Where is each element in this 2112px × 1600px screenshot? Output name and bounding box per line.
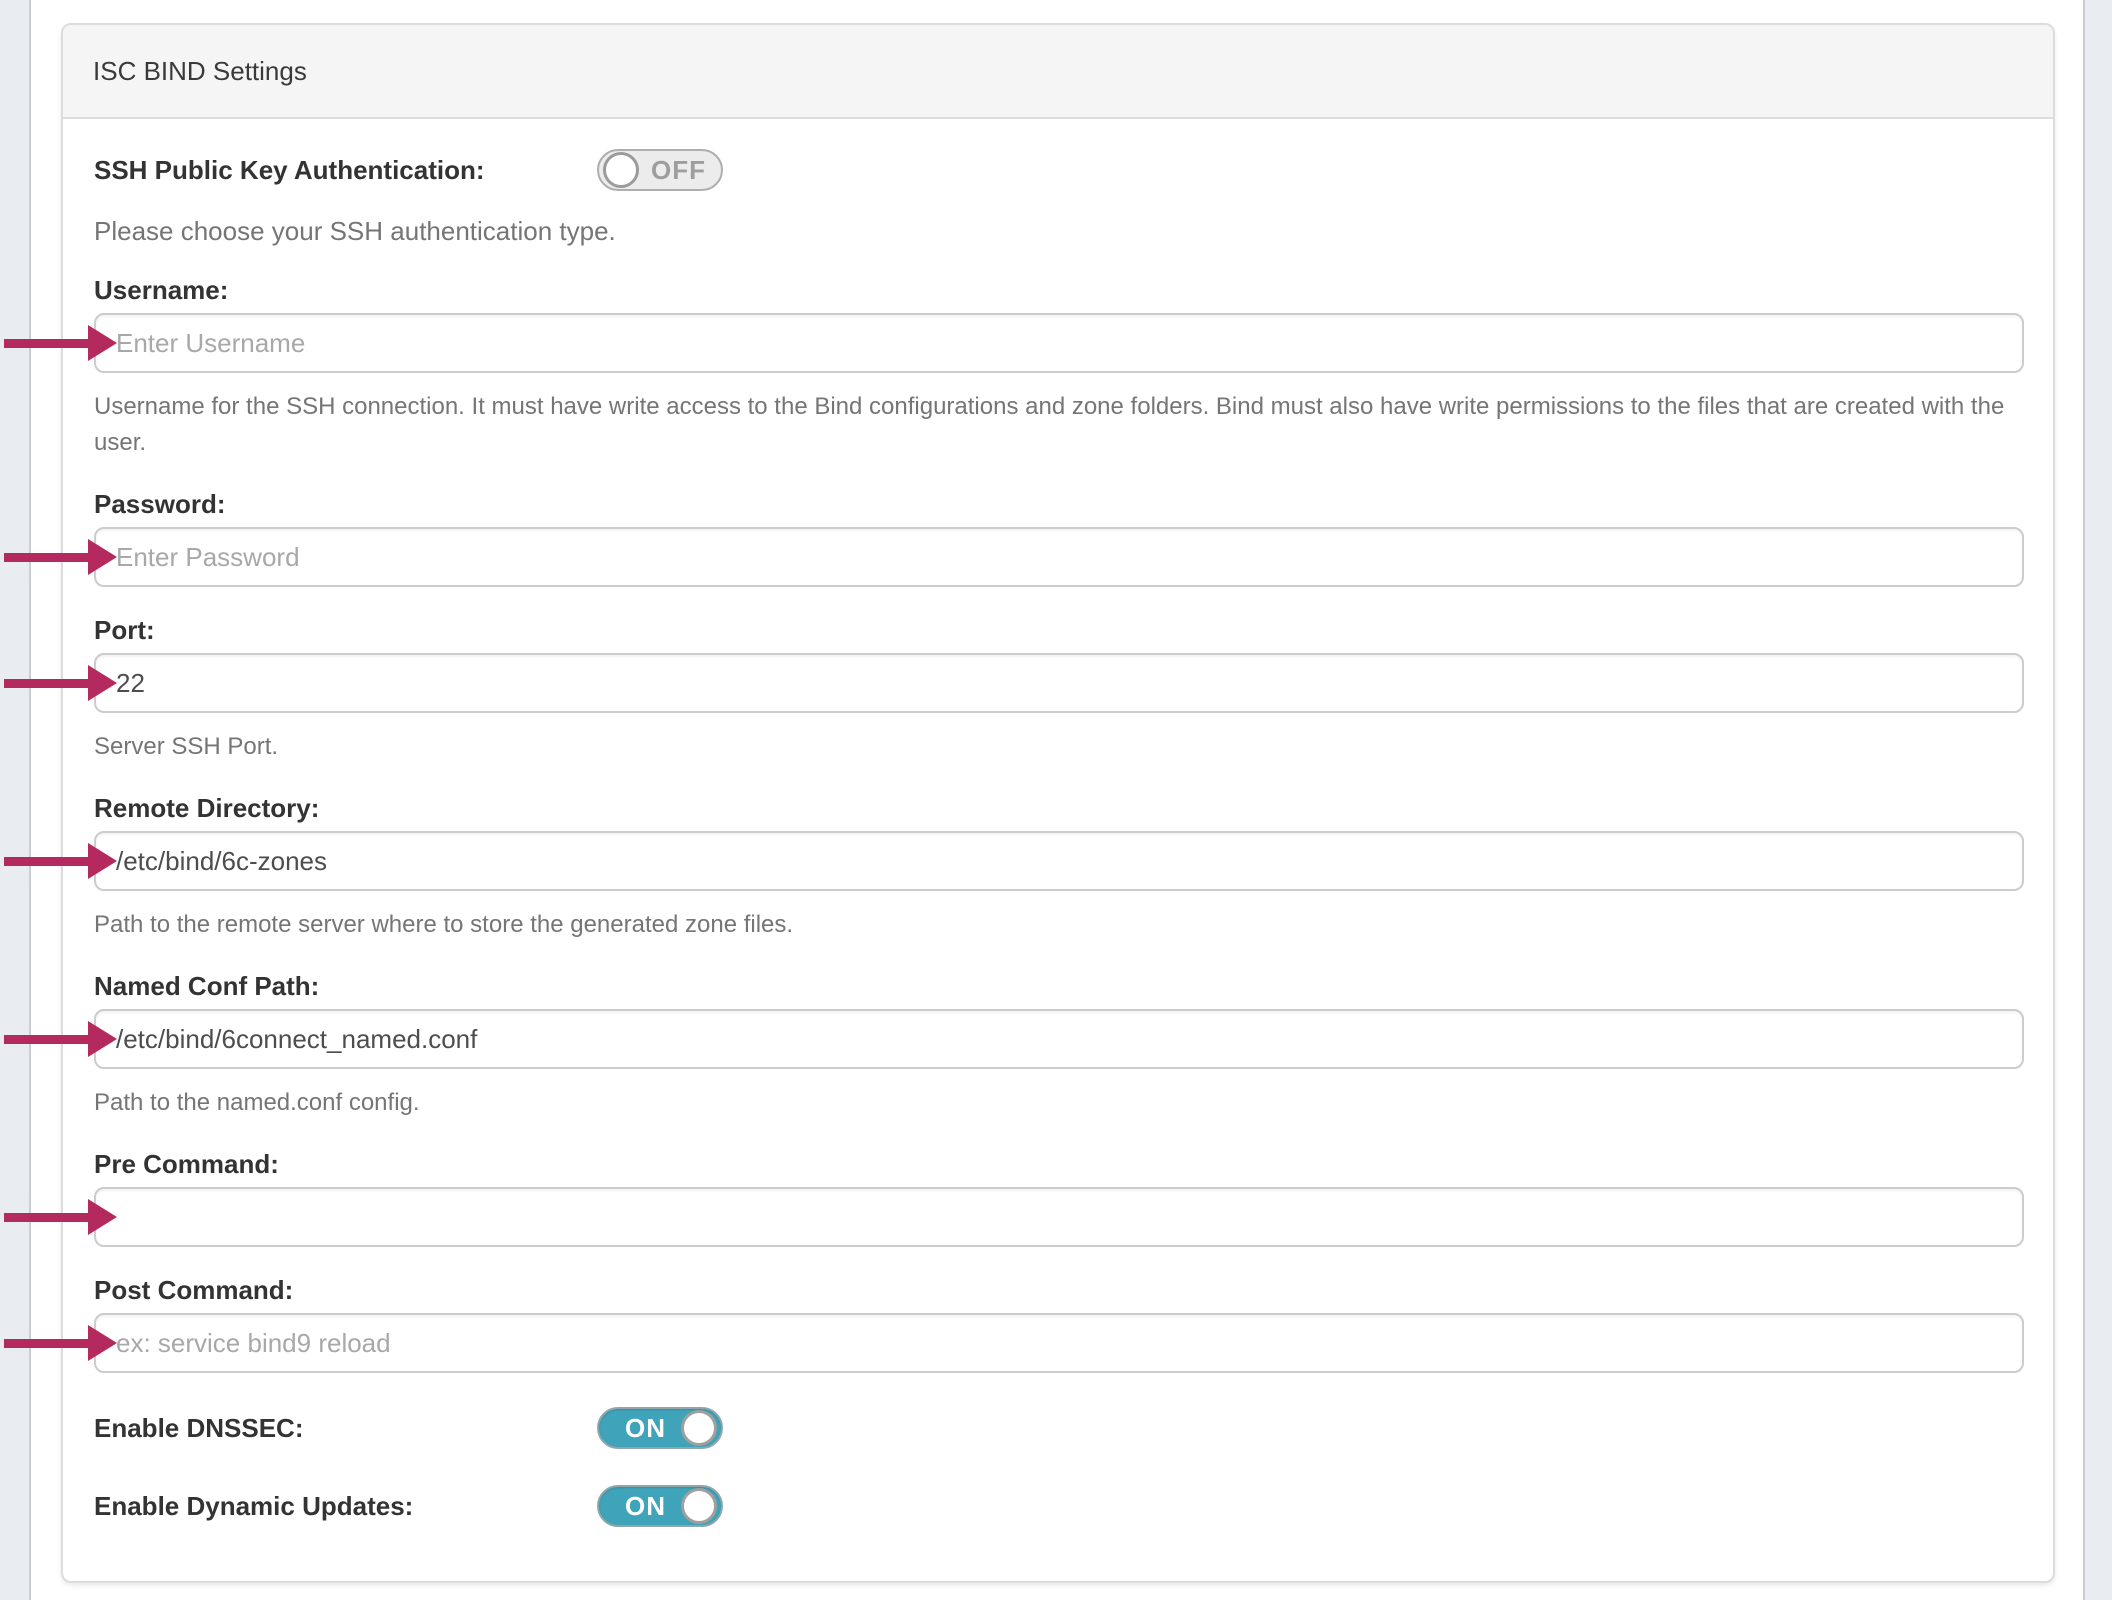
named-conf-path-input[interactable] [94, 1009, 2024, 1069]
remote-directory-label: Remote Directory: [94, 793, 320, 823]
named-conf-path-input-wrap [94, 1009, 2024, 1069]
ssh-auth-label: SSH Public Key Authentication: [94, 155, 485, 185]
password-input[interactable] [94, 527, 2024, 587]
post-command-input[interactable] [94, 1313, 2024, 1373]
toggle-knob [681, 1410, 717, 1446]
password-label: Password: [94, 489, 226, 519]
panel-body [63, 119, 2053, 1527]
remote-directory-help: Path to the remote server where to store the generated zone files. [94, 911, 794, 938]
enable-dynamic-updates-label: Enable Dynamic Updates: [94, 1491, 414, 1521]
page-left-gutter [0, 0, 31, 1600]
remote-directory-input-wrap [94, 831, 2024, 891]
toggle-knob [603, 152, 639, 188]
panel-header [63, 25, 2053, 119]
remote-directory-input[interactable] [94, 831, 2024, 891]
panel-title: ISC BIND Settings [93, 55, 307, 86]
username-input[interactable] [94, 313, 2024, 373]
enable-dynamic-updates-row [94, 1485, 2024, 1527]
ssh-auth-help: Please choose your SSH authentication type. [94, 216, 616, 246]
ssh-auth-row [94, 149, 2024, 191]
isc-bind-settings-panel [61, 23, 2055, 1583]
port-input-wrap [94, 653, 2024, 713]
toggle-state-label: ON [625, 1412, 666, 1443]
toggle-state-label: OFF [651, 154, 706, 185]
pre-command-label: Pre Command: [94, 1149, 279, 1179]
toggle-knob [681, 1488, 717, 1524]
password-input-wrap [94, 527, 2024, 587]
port-label: Port: [94, 615, 155, 645]
enable-dnssec-label: Enable DNSSEC: [94, 1413, 304, 1443]
pre-command-input[interactable] [94, 1187, 2024, 1247]
post-command-label: Post Command: [94, 1275, 294, 1305]
username-help: Username for the SSH connection. It must have write access to the Bind configurations and zone folders. Bind must also have write permissions to the files that are created with the user. [94, 393, 2005, 456]
page-right-gutter [2083, 0, 2112, 1600]
enable-dnssec-row [94, 1407, 2024, 1449]
post-command-input-wrap [94, 1313, 2024, 1373]
toggle-state-label: ON [625, 1490, 666, 1521]
enable-dynamic-updates-toggle[interactable] [597, 1485, 723, 1527]
username-input-wrap [94, 313, 2024, 373]
port-help: Server SSH Port. [94, 733, 279, 760]
named-conf-path-label: Named Conf Path: [94, 971, 320, 1001]
named-conf-path-help: Path to the named.conf config. [94, 1089, 420, 1116]
pre-command-input-wrap [94, 1187, 2024, 1247]
ssh-auth-toggle[interactable] [597, 149, 723, 191]
enable-dnssec-toggle[interactable] [597, 1407, 723, 1449]
username-label: Username: [94, 275, 229, 305]
port-input[interactable] [94, 653, 2024, 713]
